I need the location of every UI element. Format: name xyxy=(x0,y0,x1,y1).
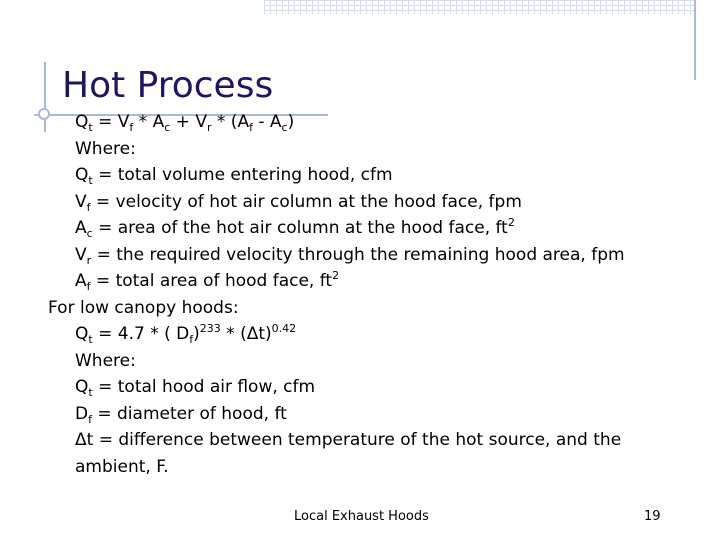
subscript: t xyxy=(88,333,93,346)
superscript: 2 xyxy=(507,216,515,229)
text-segment: + V xyxy=(170,112,207,132)
low-canopy-heading: For low canopy hoods: xyxy=(48,297,239,318)
subscript: t xyxy=(88,121,93,134)
definition-vf xyxy=(0,189,700,216)
text-segment: = the required velocity through the remaining hood area, fpm xyxy=(91,244,625,265)
formula-line-1 xyxy=(0,109,700,136)
subscript: c xyxy=(86,227,93,240)
text-segment: = velocity of hot air column at the hood face, fpm xyxy=(90,191,522,212)
definition-qt-1 xyxy=(0,162,700,189)
text-segment: V xyxy=(75,191,87,212)
superscript: 0.42 xyxy=(271,322,297,335)
decorative-grid xyxy=(264,0,694,14)
text-segment: = total volume entering hood, cfm xyxy=(92,165,393,185)
slide-body xyxy=(0,109,700,480)
subscript: f xyxy=(189,333,194,346)
text-segment: Q xyxy=(75,324,89,344)
subscript: f xyxy=(129,121,134,134)
slide-title: Hot Process xyxy=(62,65,274,106)
definition-qt-2 xyxy=(0,374,700,401)
text-segment: D xyxy=(75,403,89,424)
subscript: f xyxy=(88,412,92,426)
text-segment: = total hood air flow, cfm xyxy=(92,377,316,397)
where-label-2: Where: xyxy=(75,350,136,371)
definition-vr xyxy=(0,242,700,269)
page-number: 19 xyxy=(644,509,661,524)
text-segment: * (A xyxy=(211,112,250,132)
definition-delta-t: Δt = difference between temperature of the hot source, and the xyxy=(75,430,622,450)
text-segment: = 4.7 * ( D xyxy=(92,324,190,344)
text-segment: ) xyxy=(193,324,200,344)
subscript: c xyxy=(281,121,288,134)
text-segment: Q xyxy=(75,112,89,132)
text-segment: = diameter of hood, ft xyxy=(91,403,287,424)
definition-ac xyxy=(0,215,700,242)
subscript: r xyxy=(86,253,92,267)
footer-title: Local Exhaust Hoods xyxy=(294,509,429,524)
subscript: t xyxy=(88,174,93,187)
text-segment: * A xyxy=(133,112,165,132)
text-segment: = total area of hood face, ft xyxy=(90,271,333,291)
superscript: 233 xyxy=(199,322,221,335)
text-segment: V xyxy=(75,244,87,265)
subscript: f xyxy=(86,200,91,214)
text-segment: * (Δt) xyxy=(220,324,272,344)
definition-af xyxy=(0,268,700,295)
definition-delta-t-continued: ambient, F. xyxy=(75,456,169,477)
superscript: 2 xyxy=(332,269,340,282)
subscript: f xyxy=(86,280,91,293)
text-segment: = V xyxy=(92,112,130,132)
text-segment: - A xyxy=(252,112,282,132)
text-segment: Q xyxy=(75,165,89,185)
text-segment: ) xyxy=(287,112,295,132)
text-segment: Q xyxy=(75,377,89,397)
formula-line-2 xyxy=(0,321,700,348)
subscript: r xyxy=(206,121,212,134)
decorative-vertical-rule xyxy=(694,0,696,80)
text-segment: A xyxy=(75,271,87,291)
text-segment: = area of the hot air column at the hood face, ft xyxy=(92,218,508,238)
subscript: f xyxy=(249,121,253,134)
subscript: c xyxy=(164,121,171,134)
definition-df xyxy=(0,401,700,428)
text-segment: A xyxy=(75,218,87,238)
subscript: t xyxy=(88,386,93,399)
where-label-1: Where: xyxy=(75,138,136,159)
